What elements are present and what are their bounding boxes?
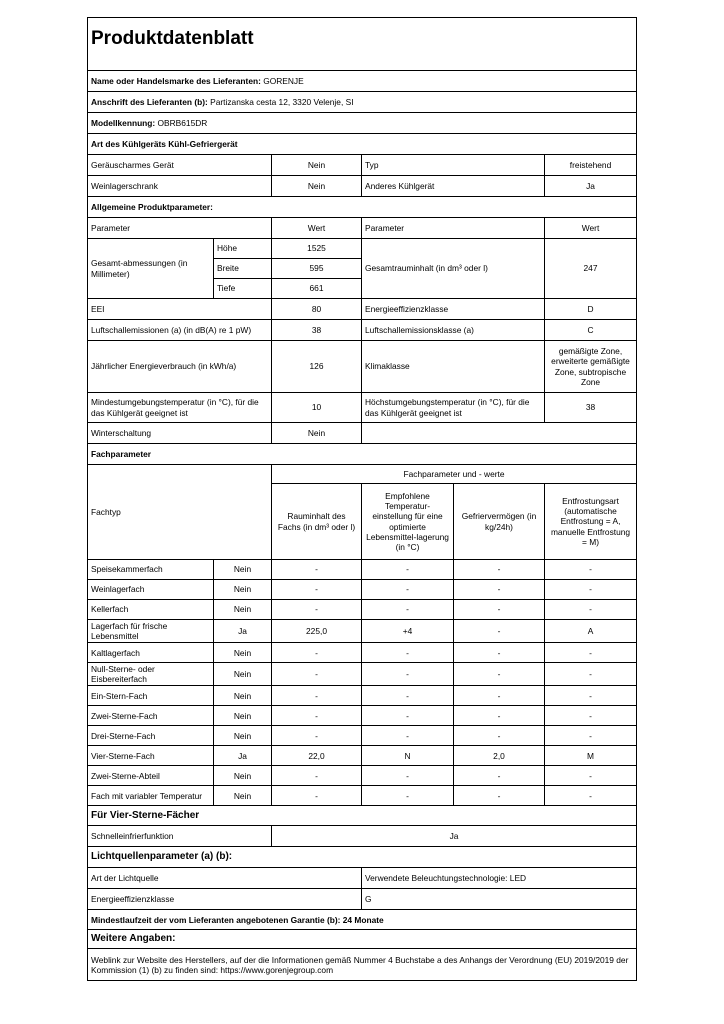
compartment-temp: - bbox=[362, 706, 454, 726]
other-cooler-value: Ja bbox=[545, 176, 637, 197]
compartment-defrost: - bbox=[545, 686, 637, 706]
compartment-freeze: - bbox=[454, 560, 545, 580]
compartment-present: Nein bbox=[214, 686, 272, 706]
eec-value: D bbox=[545, 299, 637, 320]
further-text: Weblink zur Website des Herstellers, auf der die Informationen gemäß Nummer 4 Buchstabe a des Anhangs der Verordnung (EU) 2019/2019 der Kommission (1) (b) zu finden sind: https://www.gorenjegroup.com bbox=[88, 949, 637, 981]
compartment-name: Drei-Sterne-Fach bbox=[88, 726, 214, 746]
compartment-name: Vier-Sterne-Fach bbox=[88, 746, 214, 766]
table-row bbox=[88, 746, 637, 766]
col-param-header: Parameter bbox=[88, 218, 272, 239]
light-type-value: Verwendete Beleuchtungstechnologie: LED bbox=[362, 868, 637, 889]
compartment-present: Nein bbox=[214, 726, 272, 746]
compartment-volume: - bbox=[272, 766, 362, 786]
table-row bbox=[88, 580, 637, 600]
compartment-volume: - bbox=[272, 726, 362, 746]
compartment-volume: 22,0 bbox=[272, 746, 362, 766]
page-title: Produktdatenblatt bbox=[88, 18, 637, 71]
light-header: Lichtquellenparameter (a) (b): bbox=[88, 847, 637, 868]
compartment-defrost: - bbox=[545, 766, 637, 786]
compartment-volume: - bbox=[272, 706, 362, 726]
table-row bbox=[88, 686, 637, 706]
compartment-name: Kellerfach bbox=[88, 600, 214, 620]
compartment-temp: +4 bbox=[362, 620, 454, 643]
table-row bbox=[88, 766, 637, 786]
noise-class-label: Luftschallemissionsklasse (a) bbox=[362, 320, 545, 341]
compartment-temp: - bbox=[362, 663, 454, 686]
compartment-present: Nein bbox=[214, 643, 272, 663]
depth-label: Tiefe bbox=[214, 279, 272, 299]
compartment-volume: - bbox=[272, 686, 362, 706]
noise-label: Luftschallemissionen (a) (in dB(A) re 1 pW) bbox=[88, 320, 272, 341]
col-value-header: Wert bbox=[272, 218, 362, 239]
fast-freeze-label: Schnelleinfrierfunktion bbox=[88, 826, 272, 847]
table-row bbox=[88, 643, 637, 663]
col-freeze-header: Gefriervermögen (in kg/24h) bbox=[454, 484, 545, 560]
table-row bbox=[88, 726, 637, 746]
compartment-name: Zwei-Sterne-Abteil bbox=[88, 766, 214, 786]
compartment-present: Ja bbox=[214, 746, 272, 766]
compartment-volume: - bbox=[272, 580, 362, 600]
col-param2-header: Parameter bbox=[362, 218, 545, 239]
compartment-name: Kaltlagerfach bbox=[88, 643, 214, 663]
compartment-freeze: 2,0 bbox=[454, 746, 545, 766]
winter-value: Nein bbox=[272, 423, 362, 444]
fast-freeze-value: Ja bbox=[272, 826, 637, 847]
type-value: freistehend bbox=[545, 155, 637, 176]
climate-label: Klimaklasse bbox=[362, 341, 545, 393]
table-row bbox=[88, 620, 637, 643]
data-sheet-table bbox=[87, 17, 637, 981]
compartment-name: Null-Sterne- oder Eisbereiterfach bbox=[88, 663, 214, 686]
dimensions-label: Gesamt-abmessungen (in Millimeter) bbox=[88, 239, 214, 299]
appliance-type-label: Art des Kühlgeräts Kühl-Gefriergerät bbox=[88, 134, 637, 155]
noise-device-label: Geräuscharmes Gerät bbox=[88, 155, 272, 176]
compartment-present: Nein bbox=[214, 580, 272, 600]
min-temp-value: 10 bbox=[272, 393, 362, 423]
compartment-temp: - bbox=[362, 786, 454, 806]
compartment-defrost: - bbox=[545, 600, 637, 620]
compartment-defrost: - bbox=[545, 560, 637, 580]
compartment-freeze: - bbox=[454, 766, 545, 786]
wine-cabinet-value: Nein bbox=[272, 176, 362, 197]
compartment-name: Speisekammerfach bbox=[88, 560, 214, 580]
compartment-present: Ja bbox=[214, 620, 272, 643]
compartment-temp: - bbox=[362, 560, 454, 580]
noise-value: 38 bbox=[272, 320, 362, 341]
compartment-freeze: - bbox=[454, 580, 545, 600]
compartment-temp: N bbox=[362, 746, 454, 766]
compartment-group-header: Fachparameter und - werte bbox=[272, 465, 637, 484]
compartment-temp: - bbox=[362, 686, 454, 706]
compartment-defrost: - bbox=[545, 726, 637, 746]
address-label: Anschrift des Lieferanten (b): bbox=[91, 96, 208, 107]
compartment-defrost: A bbox=[545, 620, 637, 643]
compartment-freeze: - bbox=[454, 706, 545, 726]
table-row bbox=[88, 600, 637, 620]
four-star-header: Für Vier-Sterne-Fächer bbox=[88, 806, 637, 826]
compartment-present: Nein bbox=[214, 766, 272, 786]
address-row bbox=[88, 92, 637, 113]
supplier-row bbox=[88, 71, 637, 92]
height-value: 1525 bbox=[272, 239, 362, 259]
compartment-volume: - bbox=[272, 560, 362, 580]
compartment-name: Fach mit variabler Temperatur bbox=[88, 786, 214, 806]
depth-value: 661 bbox=[272, 279, 362, 299]
product-data-sheet bbox=[87, 17, 636, 981]
noise-device-value: Nein bbox=[272, 155, 362, 176]
compartment-defrost: - bbox=[545, 706, 637, 726]
energy-value: 126 bbox=[272, 341, 362, 393]
compartment-rows bbox=[88, 560, 637, 806]
compartment-type-header: Fachtyp bbox=[88, 465, 272, 560]
table-row bbox=[88, 786, 637, 806]
eec-label: Energieeffizienzklasse bbox=[362, 299, 545, 320]
max-temp-value: 38 bbox=[545, 393, 637, 423]
compartment-volume: 225,0 bbox=[272, 620, 362, 643]
width-label: Breite bbox=[214, 259, 272, 279]
compartment-freeze: - bbox=[454, 726, 545, 746]
width-value: 595 bbox=[272, 259, 362, 279]
compartment-present: Nein bbox=[214, 786, 272, 806]
col-volume-header: Rauminhalt des Fachs (in dm³ oder l) bbox=[272, 484, 362, 560]
warranty-text: Mindestlaufzeit der vom Lieferanten angebotenen Garantie (b): 24 Monate bbox=[88, 910, 637, 930]
min-temp-label: Mindestumgebungstemperatur (in °C), für die das Kühlgerät geeignet ist bbox=[88, 393, 272, 423]
table-row bbox=[88, 560, 637, 580]
compartment-temp: - bbox=[362, 726, 454, 746]
col-value2-header: Wert bbox=[545, 218, 637, 239]
other-cooler-label: Anderes Kühlgerät bbox=[362, 176, 545, 197]
compartment-temp: - bbox=[362, 580, 454, 600]
climate-value: gemäßigte Zone, erweiterte gemäßigte Zone, subtropische Zone bbox=[545, 341, 637, 393]
volume-label: Gesamtrauminhalt (in dm³ oder l) bbox=[362, 239, 545, 299]
max-temp-label: Höchstumgebungstemperatur (in °C), für die das Kühlgerät geeignet ist bbox=[362, 393, 545, 423]
compartment-temp: - bbox=[362, 600, 454, 620]
col-defrost-header: Entfrostungsart (automatische Entfrostung = A, manuelle Entfrostung = M) bbox=[545, 484, 637, 560]
compartment-name: Lagerfach für frische Lebensmittel bbox=[88, 620, 214, 643]
compartment-temp: - bbox=[362, 766, 454, 786]
compartment-freeze: - bbox=[454, 620, 545, 643]
table-row bbox=[88, 706, 637, 726]
compartment-freeze: - bbox=[454, 663, 545, 686]
supplier-label: Name oder Handelsmarke des Lieferanten: bbox=[91, 75, 261, 86]
compartment-present: Nein bbox=[214, 560, 272, 580]
further-header: Weitere Angaben: bbox=[88, 930, 637, 949]
compartment-name: Zwei-Sterne-Fach bbox=[88, 706, 214, 726]
compartment-volume: - bbox=[272, 600, 362, 620]
light-class-value: G bbox=[362, 889, 637, 910]
address-value: Partizanska cesta 12, 3320 Velenje, SI bbox=[210, 96, 354, 107]
empty-cell bbox=[362, 423, 637, 444]
height-label: Höhe bbox=[214, 239, 272, 259]
compartment-present: Nein bbox=[214, 663, 272, 686]
compartment-freeze: - bbox=[454, 600, 545, 620]
model-value: OBRB615DR bbox=[157, 117, 208, 128]
compartment-freeze: - bbox=[454, 786, 545, 806]
compartment-defrost: - bbox=[545, 580, 637, 600]
eei-label: EEI bbox=[88, 299, 272, 320]
compartment-name: Weinlagerfach bbox=[88, 580, 214, 600]
model-row bbox=[88, 113, 637, 134]
model-label: Modellkennung: bbox=[91, 117, 156, 128]
supplier-value: GORENJE bbox=[263, 75, 304, 86]
compartment-freeze: - bbox=[454, 643, 545, 663]
compartment-present: Nein bbox=[214, 600, 272, 620]
noise-class-value: C bbox=[545, 320, 637, 341]
compartment-freeze: - bbox=[454, 686, 545, 706]
compartment-present: Nein bbox=[214, 706, 272, 726]
compartment-defrost: - bbox=[545, 786, 637, 806]
type-label: Typ bbox=[362, 155, 545, 176]
general-section-header: Allgemeine Produktparameter: bbox=[88, 197, 637, 218]
light-type-label: Art der Lichtquelle bbox=[88, 868, 362, 889]
eei-value: 80 bbox=[272, 299, 362, 320]
wine-cabinet-label: Weinlagerschrank bbox=[88, 176, 272, 197]
volume-value: 247 bbox=[545, 239, 637, 299]
col-temp-header: Empfohlene Temperatur-einstellung für eine optimierte Lebensmittel-lagerung (in °C) bbox=[362, 484, 454, 560]
compartment-section-header: Fachparameter bbox=[88, 444, 637, 465]
compartment-volume: - bbox=[272, 786, 362, 806]
table-row bbox=[88, 663, 637, 686]
compartment-temp: - bbox=[362, 643, 454, 663]
energy-label: Jährlicher Energieverbrauch (in kWh/a) bbox=[88, 341, 272, 393]
compartment-volume: - bbox=[272, 643, 362, 663]
compartment-defrost: M bbox=[545, 746, 637, 766]
winter-label: Winterschaltung bbox=[88, 423, 272, 444]
light-class-label: Energieeffizienzklasse bbox=[88, 889, 362, 910]
compartment-volume: - bbox=[272, 663, 362, 686]
compartment-defrost: - bbox=[545, 643, 637, 663]
compartment-name: Ein-Stern-Fach bbox=[88, 686, 214, 706]
compartment-defrost: - bbox=[545, 663, 637, 686]
